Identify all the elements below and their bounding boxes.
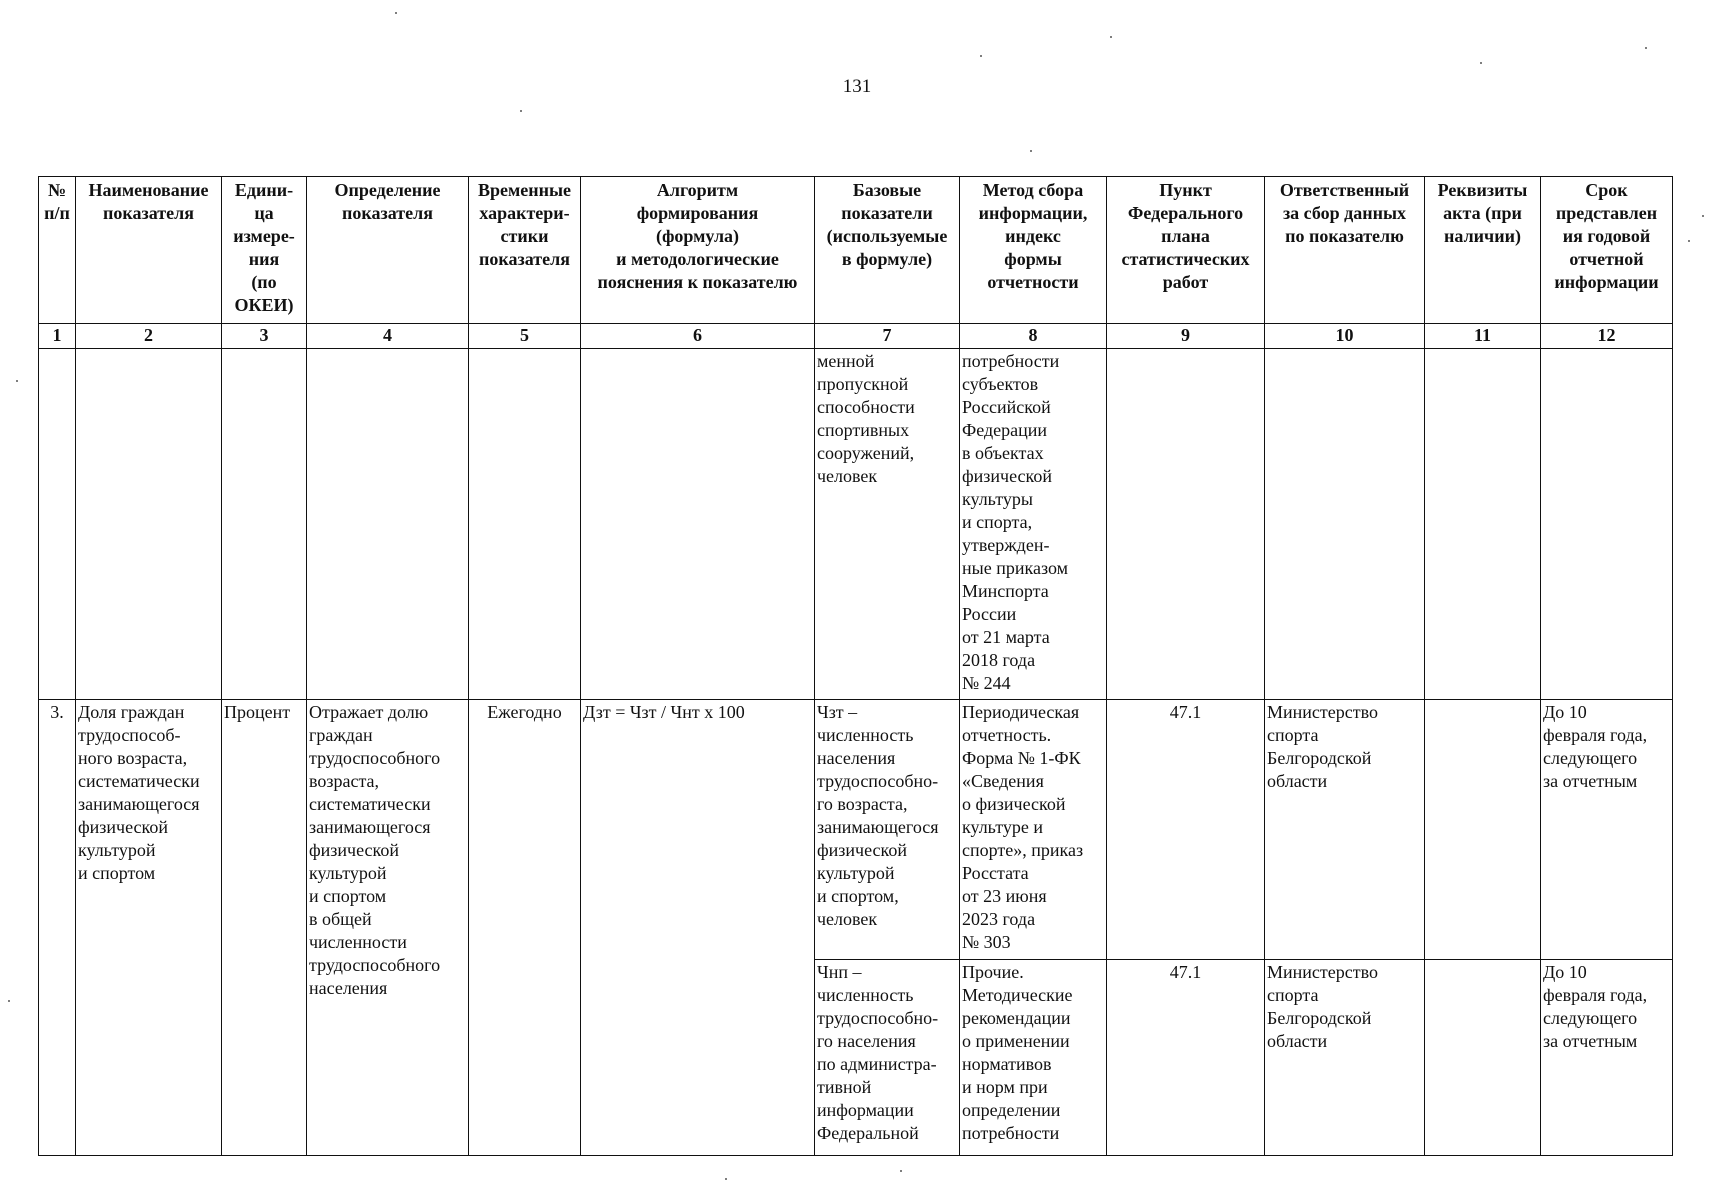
text-line: сооружений, [817, 443, 915, 463]
text-line: 2023 года [962, 909, 1036, 929]
header-cell [469, 177, 581, 324]
column-number: 4 [307, 324, 469, 349]
text-line: пояснения к показателю [597, 272, 798, 292]
scan-speck [1110, 36, 1112, 38]
column-number-row [39, 324, 1673, 349]
text-line: физической [817, 840, 907, 860]
text-line: о физической [962, 794, 1066, 814]
text-line: утвержден- [962, 535, 1050, 555]
text-line: До 10 [1543, 962, 1587, 982]
header-cell [1425, 177, 1541, 324]
scan-speck [520, 110, 522, 112]
empty-cell [39, 349, 76, 700]
header-cell [1107, 177, 1265, 324]
column-number: 12 [1541, 324, 1673, 349]
deadline-cell [1541, 960, 1673, 1156]
empty-cell [1425, 349, 1541, 700]
empty-cell [222, 349, 307, 700]
text-line: тивной [817, 1077, 872, 1097]
text-line: систематически [78, 771, 200, 791]
empty-cell [76, 349, 222, 700]
text-line: Реквизиты [1437, 180, 1528, 200]
header-cell [76, 177, 222, 324]
text-line: занимающегося [78, 794, 200, 814]
column-number: 9 [1107, 324, 1265, 349]
page-number: 131 [842, 76, 872, 97]
deadline-cell [1541, 700, 1673, 960]
text-line: п/п [44, 203, 70, 223]
text-line: формы [1004, 249, 1062, 269]
text-line: граждан [309, 725, 373, 745]
text-line: и спортом [309, 886, 387, 906]
text-line: Белгородской [1267, 748, 1372, 768]
text-line: Наименование [88, 180, 209, 200]
text-line: «Сведения [962, 771, 1044, 791]
text-line: Отражает долю [309, 702, 429, 722]
header-cell [1541, 177, 1673, 324]
base-indicator-cell [815, 349, 960, 700]
text-line: потребности [962, 351, 1060, 371]
text-line: и спорта, [962, 512, 1033, 532]
text-line: наличии) [1444, 226, 1521, 246]
text-line: культурой [309, 863, 387, 883]
header-cell [39, 177, 76, 324]
definition-cell [307, 700, 469, 1156]
text-line: населения [817, 748, 896, 768]
text-line: Федерального [1127, 203, 1244, 223]
text-line: области [1267, 771, 1328, 791]
base-indicator-cell [815, 700, 960, 960]
text-line: отчетной [1569, 249, 1644, 269]
text-line: Чнп – [817, 962, 862, 982]
text-line: характери- [479, 203, 570, 223]
act-details-cell [1425, 960, 1541, 1156]
text-line: субъектов [962, 374, 1039, 394]
text-line: пропускной [817, 374, 909, 394]
text-line: индекс [1005, 226, 1061, 246]
plan-item-cell: 47.1 [1107, 960, 1265, 1156]
text-line: Алгоритм [656, 180, 739, 200]
text-line: физической [962, 466, 1052, 486]
text-line: от 23 июня [962, 886, 1047, 906]
column-number: 5 [469, 324, 581, 349]
header-row [39, 177, 1673, 324]
text-line: Российской [962, 397, 1051, 417]
column-number: 3 [222, 324, 307, 349]
text-line: Федерации [962, 420, 1048, 440]
text-line: информации [1554, 272, 1659, 292]
text-line: трудоспособ- [78, 725, 181, 745]
scan-speck [980, 55, 982, 57]
indicator-name [76, 700, 222, 1156]
text-line: трудоспособного [309, 748, 441, 768]
scan-speck [1702, 215, 1704, 217]
text-line: за отчетным [1543, 1031, 1638, 1051]
text-line: информации [817, 1100, 914, 1120]
header-cell [1265, 177, 1425, 324]
empty-cell [307, 349, 469, 700]
text-line: № [47, 180, 67, 200]
text-line: Прочие. [962, 962, 1024, 982]
text-line: Едини- [234, 180, 294, 200]
scan-speck [16, 380, 18, 382]
text-line: показателя [342, 203, 433, 223]
text-line: ца [254, 203, 274, 223]
text-line: Методические [962, 985, 1073, 1005]
text-line: от 21 марта [962, 627, 1050, 647]
text-line: измере- [233, 226, 295, 246]
scan-speck [1645, 47, 1647, 49]
text-line: 2018 года [962, 650, 1036, 670]
text-line: февраля года, [1543, 985, 1648, 1005]
text-line: трудоспособно- [817, 1008, 939, 1028]
text-line: ия годовой [1562, 226, 1651, 246]
text-line: о применении [962, 1031, 1070, 1051]
text-line: способности [817, 397, 915, 417]
header-cell [222, 177, 307, 324]
text-line: Министерство [1267, 702, 1378, 722]
text-line: культуре и [962, 817, 1043, 837]
text-line: по показателю [1285, 226, 1404, 246]
plan-item-cell: 47.1 [1107, 700, 1265, 960]
empty-cell [1107, 349, 1265, 700]
text-line: области [1267, 1031, 1328, 1051]
text-line: ОКЕИ) [234, 295, 294, 315]
column-number: 11 [1425, 324, 1541, 349]
continuation-row [39, 349, 1673, 700]
text-line: России [962, 604, 1017, 624]
text-line: Срок [1585, 180, 1628, 200]
text-line: Форма № 1-ФК [962, 748, 1081, 768]
indicators-table [38, 176, 1673, 1156]
empty-cell [1265, 349, 1425, 700]
text-line: и спортом, [817, 886, 899, 906]
method-cell [960, 700, 1107, 960]
text-line: физической [78, 817, 168, 837]
header-cell [815, 177, 960, 324]
text-line: акта (при [1443, 203, 1522, 223]
text-line: численность [817, 985, 914, 1005]
text-line: менной [817, 351, 875, 371]
text-line: нормативов [962, 1054, 1052, 1074]
text-line: ного возраста, [78, 748, 188, 768]
base-indicator-cell [815, 960, 960, 1156]
text-line: формирования [636, 203, 759, 223]
text-line: трудоспособного [309, 955, 441, 975]
text-line: следующего [1543, 748, 1638, 768]
text-line: трудоспособно- [817, 771, 939, 791]
unit-cell: Процент [222, 700, 307, 1156]
text-line: № 303 [962, 932, 1011, 952]
row-number: 3. [39, 700, 76, 1156]
text-line: и спортом [78, 863, 156, 883]
empty-cell [1541, 349, 1673, 700]
periodicity-cell: Ежегодно [469, 700, 581, 1156]
text-line: численности [309, 932, 407, 952]
text-line: Доля граждан [78, 702, 185, 722]
text-line: возраста, [309, 771, 380, 791]
text-line: Определение [334, 180, 441, 200]
header-cell [307, 177, 469, 324]
column-number: 6 [581, 324, 815, 349]
text-line: Временные [477, 180, 572, 200]
responsible-cell [1265, 700, 1425, 960]
text-line: информации, [978, 203, 1088, 223]
text-line: (формула) [655, 226, 740, 246]
text-line: культурой [817, 863, 895, 883]
text-line: (по [251, 272, 277, 292]
text-line: Периодическая [962, 702, 1080, 722]
text-line: плана [1161, 226, 1210, 246]
text-line: численность [817, 725, 914, 745]
text-line: культуры [962, 489, 1033, 509]
text-line: определении [962, 1100, 1061, 1120]
text-line: и норм при [962, 1077, 1048, 1097]
text-line: Росстата [962, 863, 1029, 883]
text-line: культурой [78, 840, 156, 860]
text-line: статистических [1121, 249, 1250, 269]
column-number: 7 [815, 324, 960, 349]
text-line: за сбор данных [1282, 203, 1407, 223]
text-line: в формуле) [841, 249, 933, 269]
scan-speck [395, 12, 397, 14]
column-number: 2 [76, 324, 222, 349]
text-line: спорта [1267, 725, 1319, 745]
text-line: ные приказом [962, 558, 1068, 578]
text-line: спорте», приказ [962, 840, 1084, 860]
text-line: го населения [817, 1031, 916, 1051]
text-line: в объектах [962, 443, 1044, 463]
text-line: показателя [479, 249, 570, 269]
text-line: Минспорта [962, 581, 1049, 601]
scan-speck [900, 1170, 902, 1172]
empty-cell [469, 349, 581, 700]
text-line: населения [309, 978, 388, 998]
formula-cell: Дзт = Чзт / Чнт х 100 [581, 700, 815, 1156]
scan-speck [1688, 240, 1690, 242]
text-line: февраля года, [1543, 725, 1648, 745]
text-line: До 10 [1543, 702, 1587, 722]
text-line: го возраста, [817, 794, 908, 814]
text-line: спорта [1267, 985, 1319, 1005]
method-cell [960, 960, 1107, 1156]
text-line: Базовые [852, 180, 922, 200]
empty-cell [581, 349, 815, 700]
scan-speck [1030, 150, 1032, 152]
column-number: 8 [960, 324, 1107, 349]
method-cell [960, 349, 1107, 700]
text-line: и методологические [616, 249, 779, 269]
text-line: за отчетным [1543, 771, 1638, 791]
column-number: 10 [1265, 324, 1425, 349]
text-line: Пункт [1159, 180, 1212, 200]
text-line: потребности [962, 1123, 1060, 1143]
text-line: спортивных [817, 420, 910, 440]
text-line: (используемые [826, 226, 948, 246]
text-line: Белгородской [1267, 1008, 1372, 1028]
text-line: отчетности [987, 272, 1079, 292]
act-details-cell [1425, 700, 1541, 960]
text-line: Федеральной [817, 1123, 919, 1143]
responsible-cell [1265, 960, 1425, 1156]
header-cell [581, 177, 815, 324]
text-line: представлен [1555, 203, 1658, 223]
text-line: систематически [309, 794, 431, 814]
text-line: физической [309, 840, 399, 860]
text-line: показателя [103, 203, 194, 223]
text-line: стики [500, 226, 549, 246]
text-line: Чзт – [817, 702, 858, 722]
text-line: работ [1162, 272, 1209, 292]
column-number: 1 [39, 324, 76, 349]
indicator-row [39, 700, 1673, 960]
text-line: человек [817, 909, 878, 929]
text-line: Ответственный [1279, 180, 1410, 200]
scan-speck [1480, 62, 1482, 64]
text-line: занимающегося [309, 817, 431, 837]
text-line: отчетность. [962, 725, 1052, 745]
text-line: № 244 [962, 673, 1011, 693]
text-line: в общей [309, 909, 372, 929]
text-line: ния [248, 249, 280, 269]
text-line: человек [817, 466, 878, 486]
scan-speck [8, 1000, 10, 1002]
text-line: показатели [841, 203, 933, 223]
text-line: Министерство [1267, 962, 1378, 982]
scan-speck [725, 1178, 727, 1180]
text-line: следующего [1543, 1008, 1638, 1028]
text-line: по администра- [817, 1054, 937, 1074]
text-line: занимающегося [817, 817, 939, 837]
header-cell [960, 177, 1107, 324]
text-line: рекомендации [962, 1008, 1071, 1028]
text-line: Метод сбора [982, 180, 1084, 200]
